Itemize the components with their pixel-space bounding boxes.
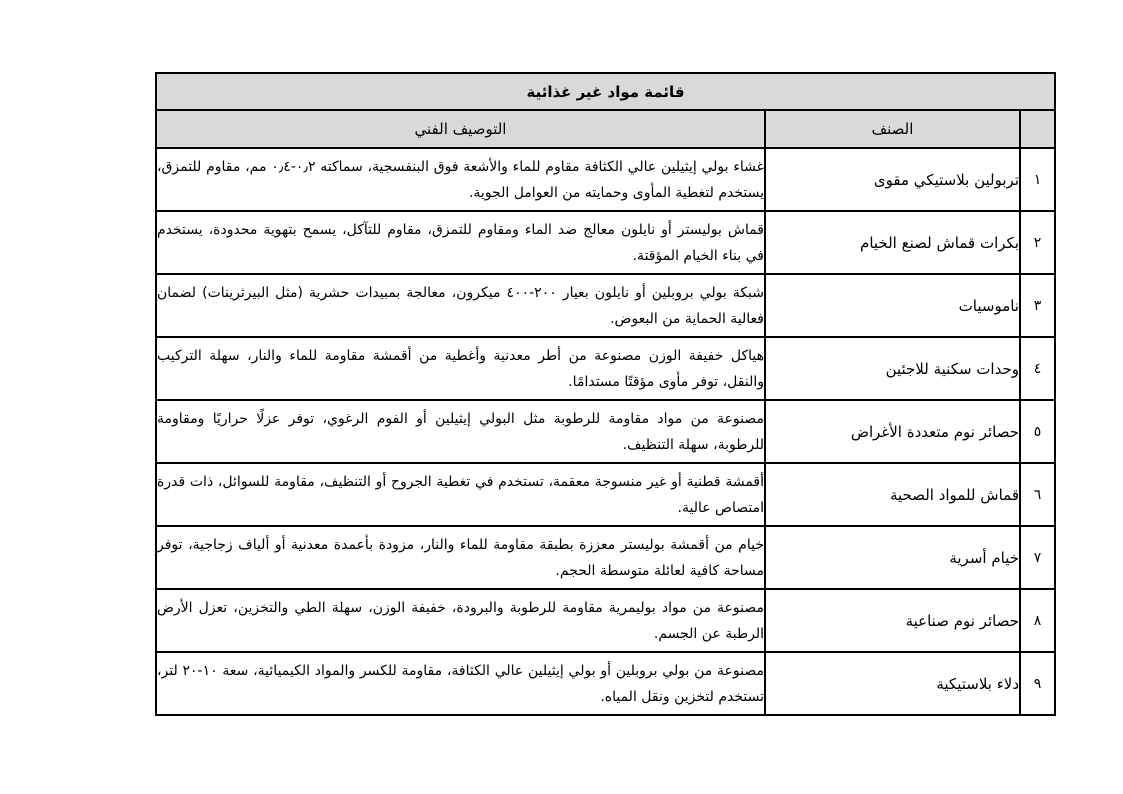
row-number: ٩: [1020, 652, 1055, 715]
row-category: حصائر نوم متعددة الأغراض: [765, 400, 1020, 463]
row-description: مصنوعة من مواد مقاومة للرطوبة مثل البولي إيثيلين أو الفوم الرغوي، توفر عزلًا حراريًا ومقاومة للرطوبة، سهلة التنظيف.: [156, 400, 765, 463]
row-category: حصائر نوم صناعية: [765, 589, 1020, 652]
table-row: [156, 589, 1055, 652]
table-row: [156, 274, 1055, 337]
row-category: دلاء بلاستيكية: [765, 652, 1020, 715]
table-title: قائمة مواد غير غذائية: [156, 73, 1055, 110]
row-number: ٧: [1020, 526, 1055, 589]
table-row: [156, 400, 1055, 463]
row-description: أقمشة قطنية أو غير منسوجة معقمة، تستخدم في تغطية الجروح أو التنظيف، مقاومة للسوائل، ذات قدرة امتصاص عالية.: [156, 463, 765, 526]
table-header-row: [156, 110, 1055, 148]
row-number: ٥: [1020, 400, 1055, 463]
row-category: ناموسيات: [765, 274, 1020, 337]
row-category: قماش للمواد الصحية: [765, 463, 1020, 526]
table-row: [156, 463, 1055, 526]
header-number: [1020, 110, 1055, 148]
row-description: خيام من أقمشة بوليستر معززة بطبقة مقاومة للماء والنار، مزودة بأعمدة معدنية أو ألياف زجاجية، توفر مساحة كافية لعائلة متوسطة الحجم.: [156, 526, 765, 589]
table-row: [156, 148, 1055, 211]
table-title-row: [156, 73, 1055, 110]
row-number: ٦: [1020, 463, 1055, 526]
header-category: الصنف: [765, 110, 1020, 148]
row-description: غشاء بولي إيثيلين عالي الكثافة مقاوم للماء والأشعة فوق البنفسجية، سماكته ٠٫٢-٠٫٤ مم، مقاوم للتمزق، يستخدم لتغطية المأوى وحمايته من العوامل الجوية.: [156, 148, 765, 211]
document-page: [155, 72, 1056, 716]
non-food-items-table: [155, 72, 1056, 716]
row-description: مصنوعة من بولي بروبلين أو بولي إيثيلين عالي الكثافة، مقاومة للكسر والمواد الكيميائية، سعة ١٠-٢٠ لتر، تستخدم لتخزين ونقل المياه.: [156, 652, 765, 715]
row-category: بكرات قماش لصنع الخيام: [765, 211, 1020, 274]
table-row: [156, 526, 1055, 589]
row-description: مصنوعة من مواد بوليمرية مقاومة للرطوبة والبرودة، خفيفة الوزن، سهلة الطي والتخزين، تعزل الأرض الرطبة عن الجسم.: [156, 589, 765, 652]
row-description: هياكل خفيفة الوزن مصنوعة من أطر معدنية وأغطية من أقمشة مقاومة للماء والنار، سهلة التركيب والنقل، توفر مأوى مؤقتًا مستدامًا.: [156, 337, 765, 400]
table-row: [156, 337, 1055, 400]
row-number: ٨: [1020, 589, 1055, 652]
row-description: قماش بوليستر أو نايلون معالج ضد الماء ومقاوم للتمزق، مقاوم للتآكل، يسمح بتهوية محدودة، يستخدم في بناء الخيام المؤقتة.: [156, 211, 765, 274]
row-number: ٤: [1020, 337, 1055, 400]
row-category: خيام أسرية: [765, 526, 1020, 589]
row-number: ١: [1020, 148, 1055, 211]
row-number: ٣: [1020, 274, 1055, 337]
row-description: شبكة بولي بروبلين أو نايلون بعيار ٢٠٠-٤٠٠ ميكرون، معالجة بمبيدات حشرية (مثل البيرثرينات) لضمان فعالية الحماية من البعوض.: [156, 274, 765, 337]
row-category: وحدات سكنية للاجئين: [765, 337, 1020, 400]
table-row: [156, 211, 1055, 274]
row-number: ٢: [1020, 211, 1055, 274]
table-row: [156, 652, 1055, 715]
header-description: التوصيف الفني: [156, 110, 765, 148]
row-category: تربولين بلاستيكي مقوى: [765, 148, 1020, 211]
